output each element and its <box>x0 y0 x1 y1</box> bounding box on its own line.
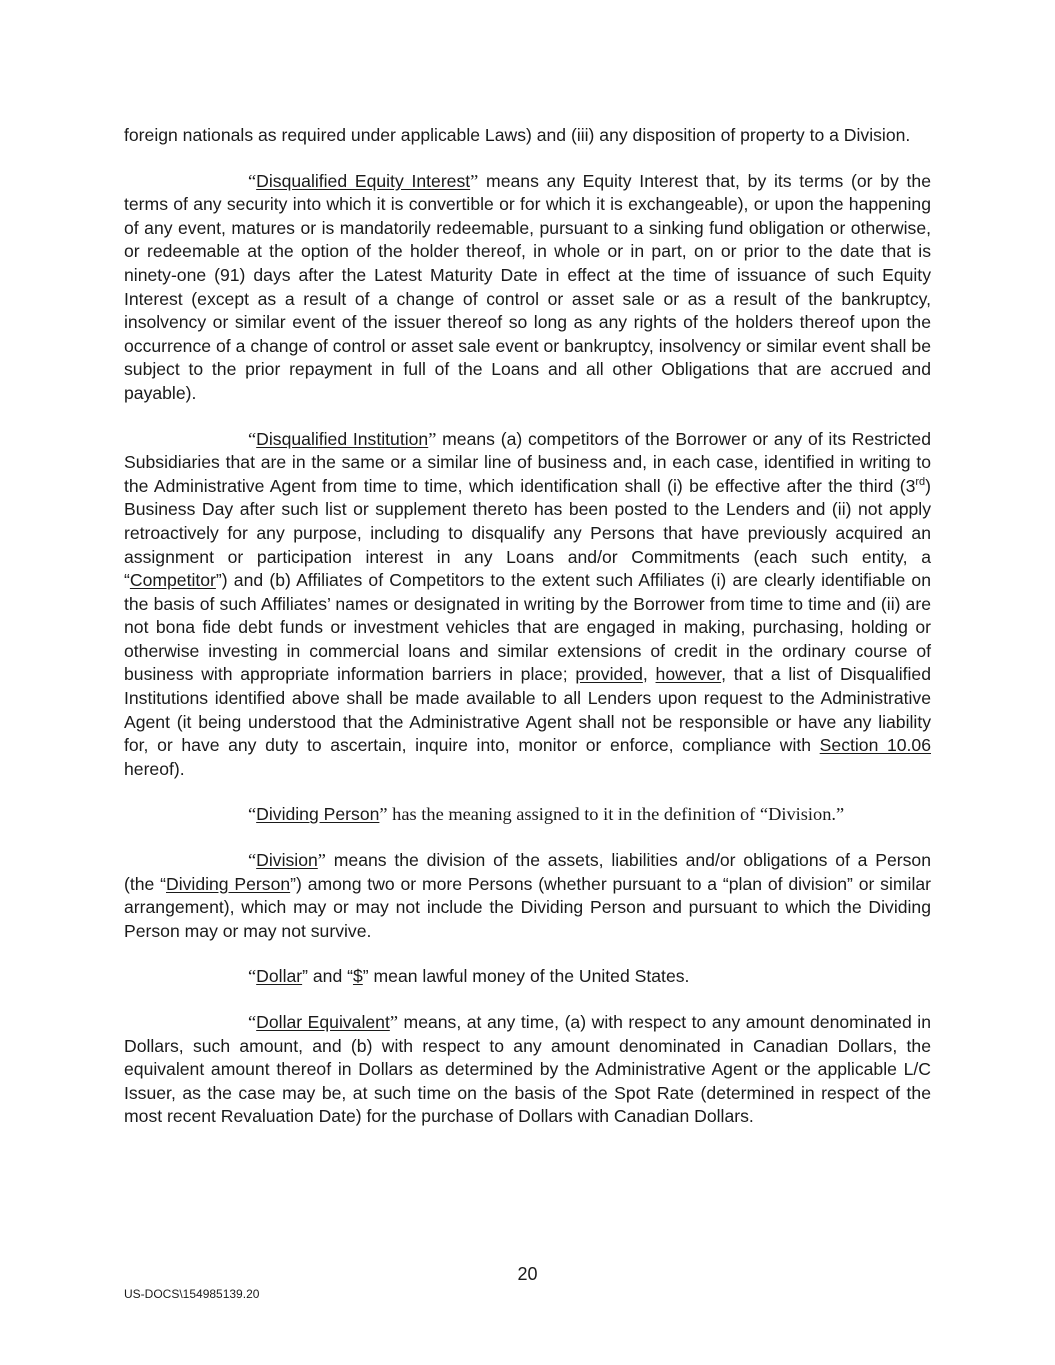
close-quote: ” <box>389 1012 398 1032</box>
close-quote: ” <box>379 804 388 825</box>
proviso-provided: provided <box>575 664 643 685</box>
definition-text: has the meaning assigned to it in the definition of “Division.” <box>387 804 845 825</box>
definition-text: ”) among two or more Persons (whether pursuant to a “plan of division” or similar arrangement), which may or may not include the Dividing Person and pursuant to which the Dividing Person may or may not survive. <box>124 873 931 941</box>
definition-dividing-person <box>124 803 931 827</box>
document-id: US-DOCS\154985139.20 <box>124 1287 260 1301</box>
defined-term: Dividing Person <box>256 804 380 825</box>
open-quote: “ <box>248 966 257 987</box>
defined-term: Disqualified Institution <box>256 428 429 449</box>
paragraph-text: foreign nationals as required under applicable Laws) and (iii) any disposition of property to a Division. <box>124 125 911 145</box>
ordinal-superscript: rd <box>915 475 926 488</box>
open-quote: “ <box>248 170 257 191</box>
close-quote: ” <box>470 170 479 191</box>
defined-term-dollar-sign: $ <box>352 966 363 987</box>
definition-dollar <box>124 965 931 989</box>
proviso-comma: , <box>642 664 656 685</box>
defined-term: Division <box>256 850 318 871</box>
definition-text: means the division of the assets, liabilities and/or obligations of a Person (the “ <box>124 850 931 894</box>
definition-text: hereof). <box>124 758 185 779</box>
page-number: 20 <box>517 1264 538 1284</box>
open-quote: “ <box>248 850 257 871</box>
defined-term: Dollar Equivalent <box>256 1012 390 1032</box>
definition-text: ” and “ <box>302 966 353 987</box>
open-quote: “ <box>248 428 257 449</box>
definition-disqualified-equity-interest <box>124 170 931 406</box>
definition-division <box>124 849 931 943</box>
definition-dollar-equivalent <box>124 1011 931 1129</box>
definition-text: means, at any time, (a) with respect to any amount denominated in Dollars, such amount, and (b) with respect to any amount denominated in Canadian Dollars, the equivalent amount thereof in Dollars as determined by the Administrative Agent or the applicable L/C Issuer, as the case may be, at such time on the basis of the Spot Rate (determined in respect of the most recent Revaluation Date) for the purchase of Dollars with Canadian Dollars. <box>124 1012 931 1127</box>
defined-term: Disqualified Equity Interest <box>256 170 471 191</box>
close-quote: ” <box>428 428 437 449</box>
paragraph-continuation <box>124 124 931 148</box>
definition-text: ”) and (b) Affiliates of Competitors to the extent such Affiliates (i) are clearly identifiable on the basis of such Affiliates’ names or designated in writing by the Borrower from time to time and (ii) are not bona fide debt funds or investment vehicles that are engaged in making, purchasing, holding or otherwise investing in commercial loans and similar extensions of credit in the ordinary course of business with appropriate information barriers in place; <box>124 570 931 685</box>
definition-text: , that a list of Disqualified Institutions identified above shall be made available to all Lenders upon request to the Administrative Agent (it being understood that the Administrative Agent shall not be responsible or have any liability for, or have any duty to ascertain, inquire into, monitor or enforce, compliance with <box>124 664 932 756</box>
definition-text: ) Business Day after such list or supplement thereto has been posted to the Lenders and (ii) not apply retroactively for any purpose, including to disqualify any Persons that have previously acquired an assignment or participation interest in any Loans and/or Commitments (each such entity, a “ <box>124 475 931 591</box>
close-quote: ” <box>317 850 326 871</box>
defined-term-competitor: Competitor <box>129 570 216 591</box>
definition-text: means any Equity Interest that, by its terms (or by the terms of any security into which it is convertible or for which it is exchangeable), or upon the happening of any event, matures or is mandatorily redeemable, pursuant to a sinking fund obligation or otherwise, or redeemable at the option of the holder thereof, in whole or in part, on or prior to the date that is ninety-one (91) days after the Latest Maturity Date in effect at the time of issuance of such Equity Interest (except as a result of a change of control or asset sale or as a result of the bankruptcy, insolvency or similar event of the issuer thereof so long as any rights of the holders thereof upon the occurrence of a change of control or asset sale event or bankruptcy, insolvency or similar event shall be subject to the prior repayment in full of the Loans and all other Obligations that are accrued and payable). <box>124 170 931 403</box>
open-quote: “ <box>248 804 257 825</box>
defined-term-dividing-person: Dividing Person <box>166 873 291 894</box>
defined-term: Dollar <box>256 966 303 987</box>
document-body <box>124 124 931 1151</box>
proviso-however: however <box>655 664 722 685</box>
section-reference: Section 10.06 <box>819 735 931 756</box>
definition-text: means (a) competitors of the Borrower or any of its Restricted Subsidiaries that are in the same or a similar line of business and, in each case, identified in writing to the Administrative Agent from time to time, which identification shall (i) be effective after the third (3 <box>124 428 931 496</box>
definition-disqualified-institution <box>124 428 931 782</box>
definition-text: ” mean lawful money of the United States. <box>362 966 690 987</box>
open-quote: “ <box>248 1012 257 1032</box>
